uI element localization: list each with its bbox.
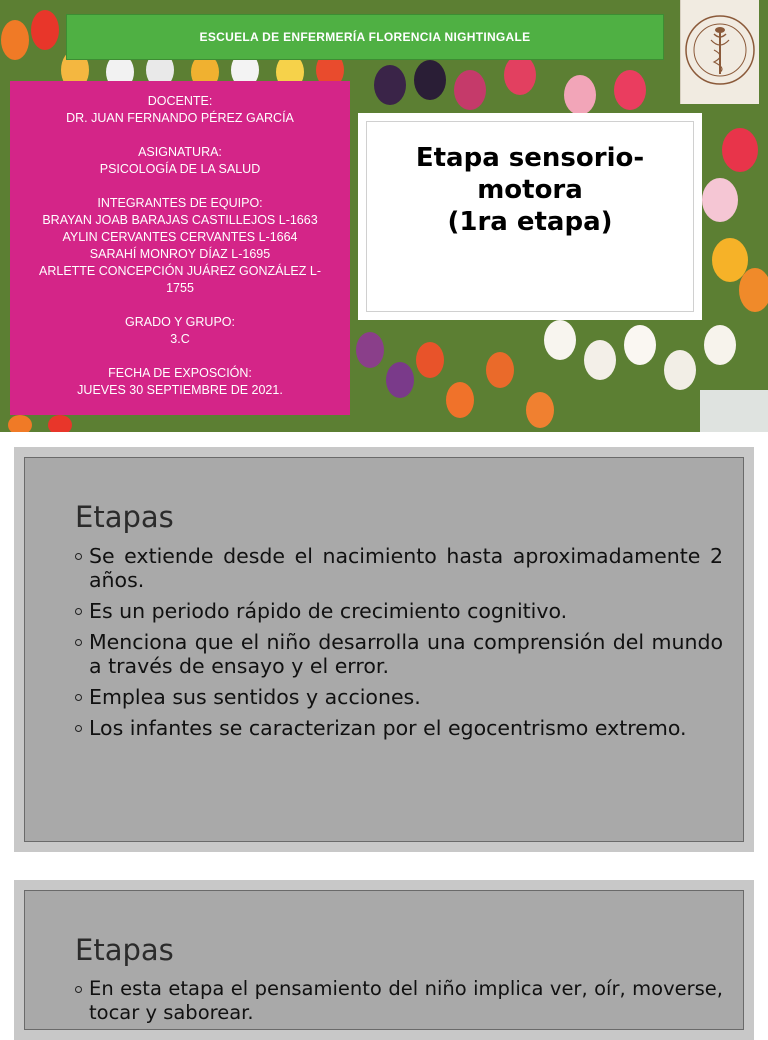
bullet-circle-icon	[75, 553, 82, 560]
bullet-item	[75, 630, 723, 678]
stages-slide-2	[14, 880, 754, 1040]
date-value: JUEVES 30 SEPTIEMBRE DE 2021.	[77, 383, 283, 397]
bullet-list	[75, 977, 723, 1025]
slide-heading: Etapas	[75, 500, 174, 534]
subject-block	[10, 144, 350, 178]
stages-slide	[14, 447, 754, 852]
bullet-item	[75, 977, 723, 1025]
bullet-circle-icon	[75, 694, 82, 701]
teacher-label: DOCENTE:	[147, 94, 213, 108]
team-member: SARAHÍ MONROY DÍAZ L-1695	[89, 247, 271, 261]
teacher-name: DR. JUAN FERNANDO PÉREZ GARCÍA	[66, 111, 294, 125]
team-block	[10, 195, 350, 297]
title-box	[358, 113, 702, 320]
title-line: (1ra etapa)	[447, 207, 613, 237]
title-line: motora	[477, 175, 583, 205]
presentation-info-box	[10, 81, 350, 415]
date-block	[10, 365, 350, 399]
slide-heading: Etapas	[75, 933, 174, 967]
bullet-list	[75, 544, 723, 740]
team-member: AYLIN CERVANTES CERVANTES L-1664	[62, 230, 298, 244]
team-member: ARLETTE CONCEPCIÓN JUÁREZ GONZÁLEZ L-	[39, 264, 321, 278]
title-line: Etapa sensorio-	[415, 143, 645, 173]
subject-label: ASIGNATURA:	[138, 145, 222, 159]
school-seal-logo	[680, 0, 759, 104]
teacher-block	[10, 93, 350, 127]
team-member-continued: 1755	[166, 281, 194, 295]
bullet-item	[75, 599, 723, 623]
bullet-item	[75, 544, 723, 592]
bullet-text: Emplea sus sentidos y acciones.	[89, 685, 421, 709]
date-label: FECHA DE EXPOSCIÓN:	[108, 366, 252, 380]
school-name: ESCUELA DE ENFERMERÍA FLORENCIA NIGHTINGALE	[199, 30, 531, 44]
bullet-circle-icon	[75, 639, 82, 646]
grade-label: GRADO Y GRUPO:	[125, 315, 235, 329]
slide-content	[24, 457, 744, 842]
bullet-item	[75, 685, 723, 709]
bullet-item	[75, 716, 723, 740]
team-member: BRAYAN JOAB BARAJAS CASTILLEJOS L-1663	[42, 213, 318, 227]
bullet-circle-icon	[75, 608, 82, 615]
team-label: INTEGRANTES DE EQUIPO:	[97, 196, 263, 210]
school-name-banner	[66, 14, 664, 60]
slide-title	[366, 121, 694, 312]
bullet-text: Se extiende desde el nacimiento hasta aproximadamente 2 años.	[89, 544, 723, 592]
bullet-text: Es un periodo rápido de crecimiento cognitivo.	[89, 599, 568, 623]
bullet-circle-icon	[75, 986, 82, 993]
subject-name: PSICOLOGÍA DE LA SALUD	[99, 162, 261, 176]
grade-value: 3.C	[170, 332, 190, 346]
slide-content	[24, 890, 744, 1030]
caduceus-seal-icon	[681, 0, 759, 104]
bullet-text: Los infantes se caracterizan por el egocentrismo extremo.	[89, 716, 687, 740]
title-slide	[0, 0, 768, 432]
bullet-text: Menciona que el niño desarrolla una comprensión del mundo a través de ensayo y el error.	[89, 630, 723, 678]
grade-block	[10, 314, 350, 348]
bullet-circle-icon	[75, 725, 82, 732]
bullet-text: En esta etapa el pensamiento del niño implica ver, oír, moverse, tocar y saborear.	[89, 977, 723, 1024]
